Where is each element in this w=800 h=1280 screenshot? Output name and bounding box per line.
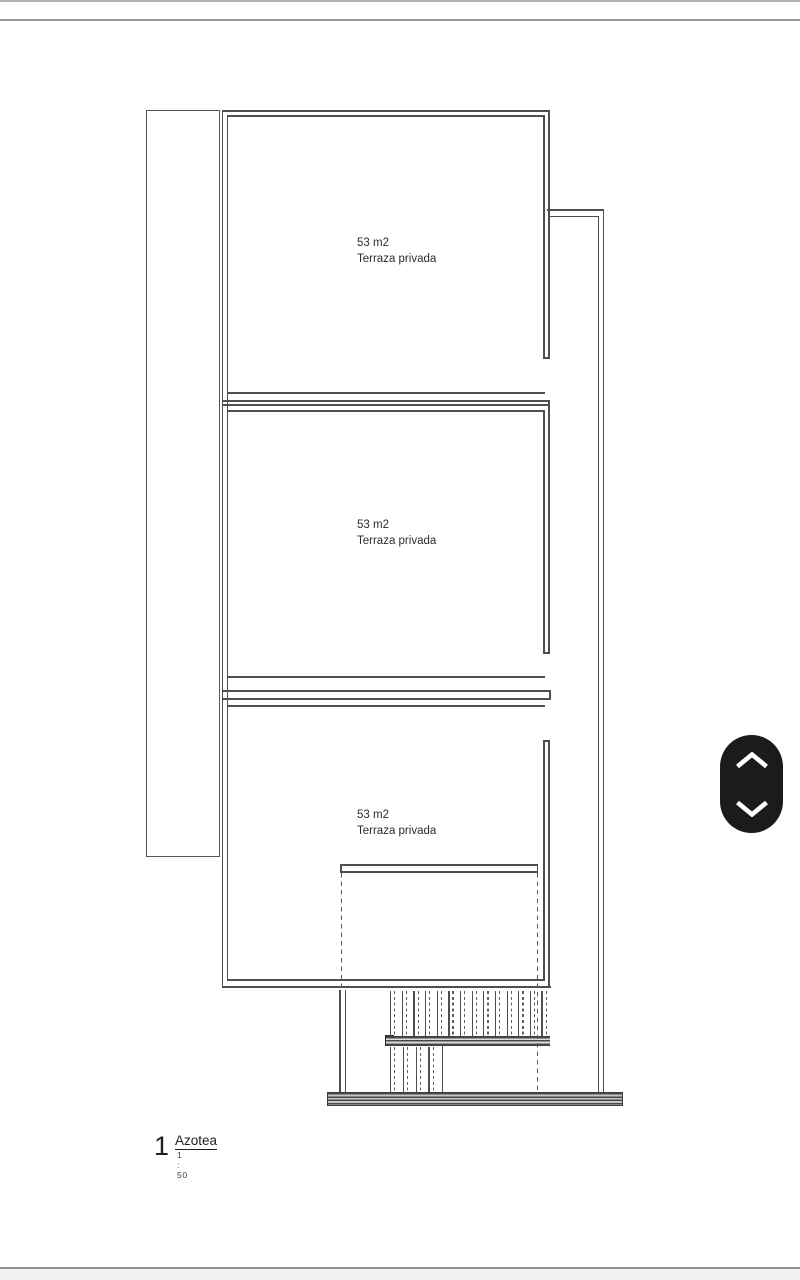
wall-line — [548, 404, 550, 653]
stair-tread-line — [507, 991, 508, 1036]
wall-line — [543, 115, 545, 358]
wall-line — [222, 698, 551, 700]
stair-tread-dashed-line — [499, 991, 500, 1036]
drawing-scale: 1 : 50 — [177, 1150, 188, 1180]
next-page-gap — [0, 1269, 800, 1280]
stair-tread-dashed-line — [394, 1047, 395, 1092]
wall-line — [548, 110, 550, 358]
stair-tread-dashed-line — [418, 991, 419, 1036]
stair-tread-dashed-line — [534, 991, 535, 1036]
scroll-up-button[interactable] — [720, 741, 783, 779]
wall-line — [227, 705, 545, 707]
wall-line — [543, 357, 549, 359]
wall-line — [543, 410, 545, 653]
wall-line — [537, 864, 539, 873]
stair-tread-dashed-line — [511, 991, 512, 1036]
stair-tread-line — [437, 991, 438, 1036]
wall-line — [222, 986, 551, 988]
stair-tread-line — [403, 1047, 404, 1092]
room-label-terrace-3 — [357, 808, 436, 839]
wall-line — [550, 216, 599, 218]
wall-line — [548, 740, 550, 988]
ground-line-band — [327, 1092, 623, 1106]
scroll-control[interactable] — [720, 735, 783, 833]
stair-tread-line — [448, 991, 449, 1036]
wall-line — [543, 740, 545, 981]
room-area-text: 53 m2 — [357, 519, 389, 531]
wall-line — [345, 990, 347, 1092]
room-label-terrace-2 — [357, 518, 436, 549]
wall-line — [227, 115, 545, 117]
stair-tread-line — [541, 991, 542, 1036]
stair-tread-dashed-line — [464, 991, 465, 1036]
room-name-text: Terraza privada — [357, 252, 437, 265]
stair-tread-dashed-line — [546, 991, 547, 1036]
stair-tread-dashed-line — [452, 991, 453, 1036]
page-top-edge-line — [0, 0, 800, 2]
drawing-title: Azotea — [175, 1133, 218, 1148]
stair-tread-dashed-line — [476, 991, 477, 1036]
stair-tread-line — [416, 1047, 417, 1092]
wall-line — [603, 209, 605, 1092]
room-area-text: 53 m2 — [357, 237, 389, 249]
stair-tread-dashed-line — [433, 1047, 434, 1092]
wall-line — [547, 209, 604, 211]
room-name-text: Terraza privada — [357, 534, 437, 547]
page-separator-top-line — [0, 19, 800, 21]
wall-line — [227, 676, 545, 678]
wall-line — [227, 392, 545, 394]
stair-tread-line — [530, 991, 531, 1036]
room-label-terrace-1 — [357, 236, 436, 267]
stair-tread-dashed-line — [407, 1047, 408, 1092]
chevron-up-icon — [735, 752, 769, 769]
stair-landing-band — [386, 1036, 550, 1046]
wall-line — [543, 652, 549, 654]
stair-tread-line — [425, 991, 426, 1036]
stair-tread-dashed-line — [522, 991, 523, 1036]
stair-tread-line — [518, 991, 519, 1036]
wall-line — [227, 979, 545, 981]
wall-line — [222, 110, 224, 988]
drawing-number: 1 — [154, 1131, 170, 1161]
chevron-down-icon — [735, 800, 769, 817]
wall-line — [340, 871, 538, 873]
stair-tread-line — [428, 1047, 429, 1092]
wall-line — [442, 1046, 444, 1092]
hidden-edge-dashed-line — [341, 873, 342, 991]
wall-line — [222, 404, 550, 406]
room-area-text: 53 m2 — [357, 809, 389, 821]
stair-tread-line — [390, 1047, 391, 1092]
scroll-down-button[interactable] — [720, 789, 783, 827]
stair-tread-dashed-line — [441, 991, 442, 1036]
stair-tread-line — [402, 991, 403, 1036]
wall-line — [549, 690, 551, 700]
wall-line — [222, 110, 550, 112]
stair-tread-line — [483, 991, 484, 1036]
stair-tread-line — [390, 991, 391, 1036]
wall-line — [339, 990, 341, 1092]
wall-line — [598, 216, 600, 1093]
stair-tread-line — [460, 991, 461, 1036]
hidden-edge-dashed-line — [537, 873, 538, 1092]
wall-line — [222, 690, 551, 692]
stair-tread-line — [413, 991, 414, 1036]
wall-line — [227, 410, 545, 412]
wall-line — [340, 864, 342, 873]
stair-tread-dashed-line — [420, 1047, 421, 1092]
stair-tread-line — [495, 991, 496, 1036]
wall-line — [222, 400, 550, 402]
stair-tread-dashed-line — [429, 991, 430, 1036]
stair-tread-dashed-line — [487, 991, 488, 1036]
stair-tread-dashed-line — [394, 991, 395, 1036]
room-name-text: Terraza privada — [357, 824, 437, 837]
stair-tread-line — [472, 991, 473, 1036]
side-terrace-outline — [146, 110, 220, 857]
stair-tread-dashed-line — [406, 991, 407, 1036]
wall-line — [340, 864, 538, 866]
wall-line — [227, 115, 229, 981]
